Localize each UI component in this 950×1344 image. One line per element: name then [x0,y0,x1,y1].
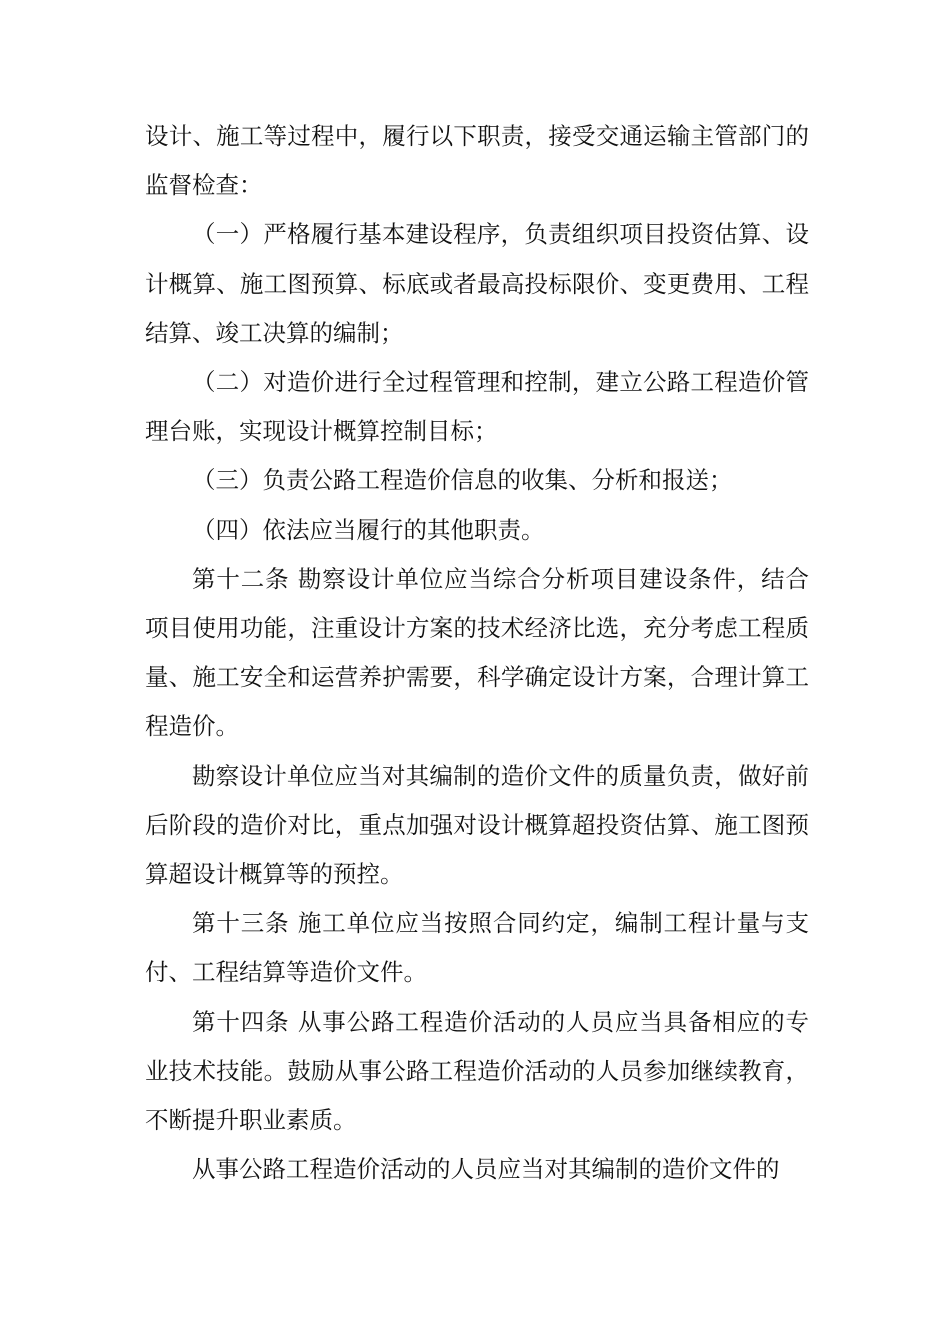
article-14-paragraph-2: 从事公路工程造价活动的人员应当对其编制的造价文件的 [192,1155,780,1184]
list-item-4: （四）依法应当履行的其他职责。 [192,515,545,544]
article-12: 第十二条 勘察设计单位应当综合分析项目建设条件，结合项目使用功能，注重设计方案的技术经济比选，充分考虑工程质量、施工安全和运营养护需要，科学确定设计方案，合理计算工程造价。 [145,564,809,741]
list-item-2: （二）对造价进行全过程管理和控制，建立公路工程造价管理台账，实现设计概算控制目标； [145,368,809,446]
article-12-paragraph-2: 勘察设计单位应当对其编制的造价文件的质量负责，做好前后阶段的造价对比，重点加强对设计概算超投资估算、施工图预算超设计概算等的预控。 [145,761,809,889]
paragraph-continuation: 设计、施工等过程中，履行以下职责，接受交通运输主管部门的监督检查： [145,122,809,200]
article-14: 第十四条 从事公路工程造价活动的人员应当具备相应的专业技术技能。鼓励从事公路工程造价活动的人员参加继续教育，不断提升职业素质。 [145,1007,809,1135]
document-body [145,112,809,1194]
list-item-1: （一）严格履行基本建设程序，负责组织项目投资估算、设计概算、施工图预算、标底或者最高投标限价、变更费用、工程结算、竣工决算的编制； [145,220,809,347]
article-13: 第十三条 施工单位应当按照合同约定，编制工程计量与支付、工程结算等造价文件。 [145,909,809,987]
list-item-3: （三）负责公路工程造价信息的收集、分析和报送； [192,466,733,495]
